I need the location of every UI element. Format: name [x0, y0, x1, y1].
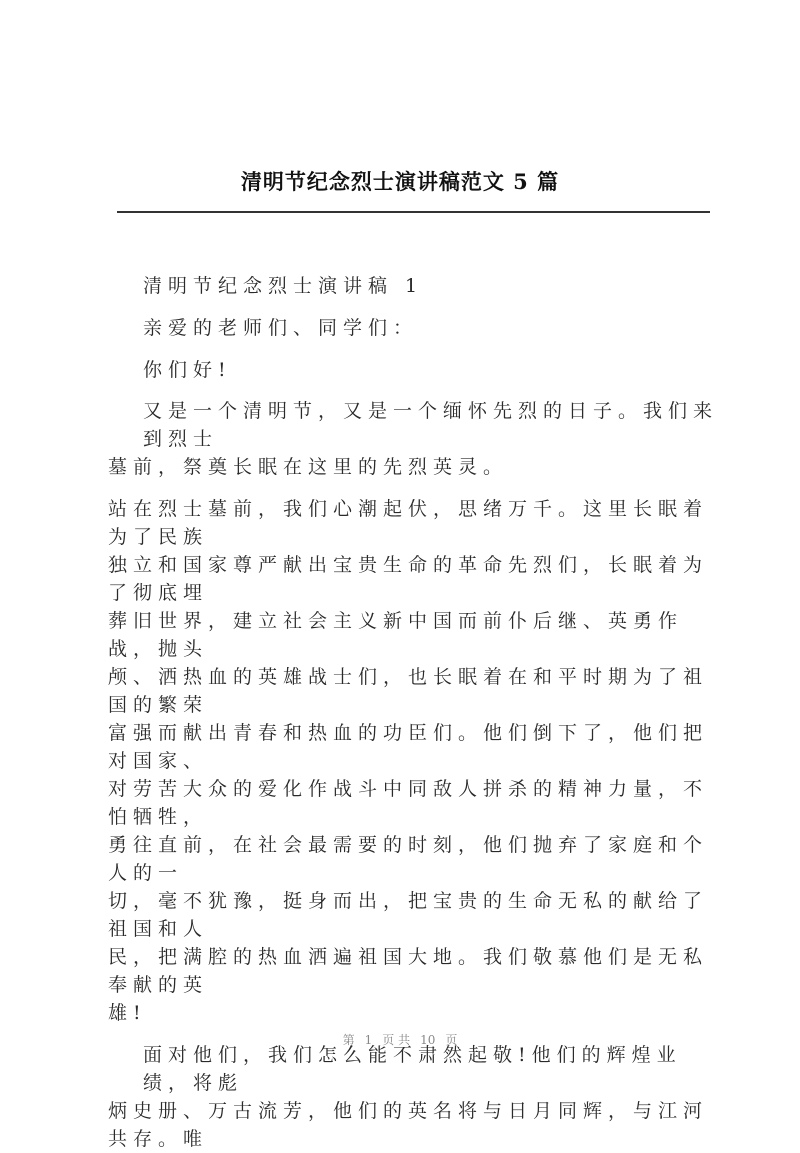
text-line: 炳史册、万古流芳，他们的英名将与日月同辉，与江河共存。唯	[108, 1099, 709, 1150]
text-line: 墓前，祭奠长眠在这里的先烈英灵。	[108, 456, 509, 479]
text-line: 颅、洒热血的英雄战士们，也长眠着在和平时期为了祖国的繁荣	[108, 666, 709, 717]
text-line: 葬旧世界，建立社会主义新中国而前仆后继、英勇作战，抛头	[108, 610, 684, 661]
text-line: 雄!	[108, 1002, 147, 1025]
footer-suffix: 页	[445, 1033, 458, 1047]
text-line: 富强而献出青春和热血的功臣们。他们倒下了，他们把对国家、	[108, 722, 709, 773]
page-footer	[0, 1031, 800, 1048]
document-body	[108, 272, 720, 1153]
text-line: 独立和国家尊严献出宝贵生命的革命先烈们，长眠着为了彻底埋	[108, 554, 709, 605]
text-line: 面对他们，我们怎么能不肃然起敬!他们的辉煌业绩，将彪	[143, 1043, 682, 1094]
text-line: 切，毫不犹豫，挺身而出，把宝贵的生命无私的献给了祖国和人	[108, 890, 709, 941]
document-title: 清明节纪念烈士演讲稿范文 5 篇	[240, 169, 560, 194]
footer-middle: 页 共	[382, 1033, 411, 1047]
text-line: 勇往直前，在社会最需要的时刻，他们抛弃了家庭和个人的一	[108, 834, 709, 885]
text-line: 清明节纪念烈士演讲稿 1	[143, 275, 424, 297]
footer-total-pages: 10	[420, 1033, 436, 1047]
text-line: 亲爱的老师们、同学们：	[143, 316, 419, 339]
footer-prefix: 第	[342, 1033, 355, 1047]
text-line: 站在烈士墓前，我们心潮起伏，思绪万千。这里长眠着为了民族	[108, 498, 709, 549]
footer-page-number: 1	[364, 1033, 373, 1047]
text-line: 又是一个清明节，又是一个缅怀先烈的日子。我们来到烈士	[143, 400, 719, 451]
title-divider	[117, 211, 710, 213]
text-line: 民，把满腔的热血洒遍祖国大地。我们敬慕他们是无私奉献的英	[108, 946, 709, 997]
text-line: 对劳苦大众的爱化作战斗中同敌人拼杀的精神力量，不怕牺牲，	[108, 778, 709, 829]
text-line: 你们好!	[143, 358, 232, 381]
